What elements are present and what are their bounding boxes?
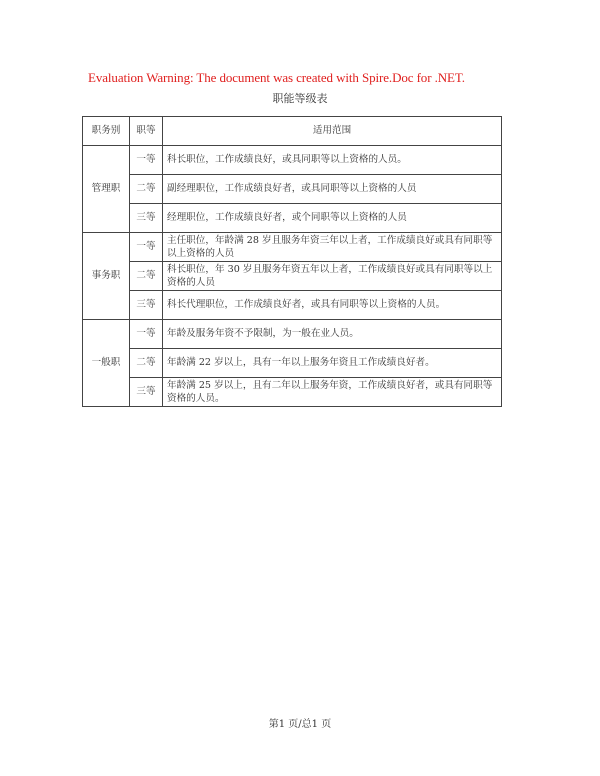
- level-cell: 一等: [130, 233, 163, 262]
- scope-cell: 科长代理职位，工作成绩良好者，或具有同职等以上资格的人员。: [163, 291, 502, 320]
- header-level: 职等: [130, 117, 163, 146]
- table-row: [83, 349, 502, 378]
- level-cell: 三等: [130, 291, 163, 320]
- category-cell: 一般职: [83, 320, 130, 407]
- scope-cell: 主任职位，年龄满 28 岁且服务年资三年以上者，工作成绩良好或具有同职等以上资格的人员: [163, 233, 502, 262]
- scope-cell: 年龄及服务年资不予限制，为一般在业人员。: [163, 320, 502, 349]
- table-row: [83, 233, 502, 262]
- scope-cell: 副经理职位，工作成绩良好者，或具同职等以上资格的人员: [163, 175, 502, 204]
- level-cell: 三等: [130, 378, 163, 407]
- table-row: [83, 262, 502, 291]
- page-footer: 第1 页/总1 页: [268, 719, 332, 730]
- scope-cell: 年龄满 22 岁以上，具有一年以上服务年资且工作成绩良好者。: [163, 349, 502, 378]
- header-category: 职务别: [83, 117, 130, 146]
- category-cell: 事务职: [83, 233, 130, 320]
- scope-cell: 科长职位，年 30 岁且服务年资五年以上者，工作成绩良好或具有同职等以上资格的人员: [163, 262, 502, 291]
- evaluation-warning: Evaluation Warning: The document was created with Spire.Doc for .NET.: [88, 70, 465, 85]
- level-cell: 二等: [130, 262, 163, 291]
- table-row: [83, 320, 502, 349]
- table-row: [83, 175, 502, 204]
- scope-cell: 年龄满 25 岁以上，且有二年以上服务年资，工作成绩良好者，或具有同职等资格的人员。: [163, 378, 502, 407]
- level-cell: 二等: [130, 175, 163, 204]
- table-header-row: [83, 117, 502, 146]
- level-cell: 三等: [130, 204, 163, 233]
- level-cell: 一等: [130, 146, 163, 175]
- table-row: [83, 146, 502, 175]
- table-row: [83, 291, 502, 320]
- table-row: [83, 204, 502, 233]
- grade-table: [82, 116, 502, 407]
- table-row: [83, 378, 502, 407]
- scope-cell: 经理职位，工作成绩良好者，或个同职等以上资格的人员: [163, 204, 502, 233]
- category-cell: 管理职: [83, 146, 130, 233]
- level-cell: 一等: [130, 320, 163, 349]
- document-title: 职能等级表: [272, 92, 328, 105]
- scope-cell: 科长职位，工作成绩良好，或具同职等以上资格的人员。: [163, 146, 502, 175]
- level-cell: 二等: [130, 349, 163, 378]
- header-scope: 适用范围: [163, 117, 502, 146]
